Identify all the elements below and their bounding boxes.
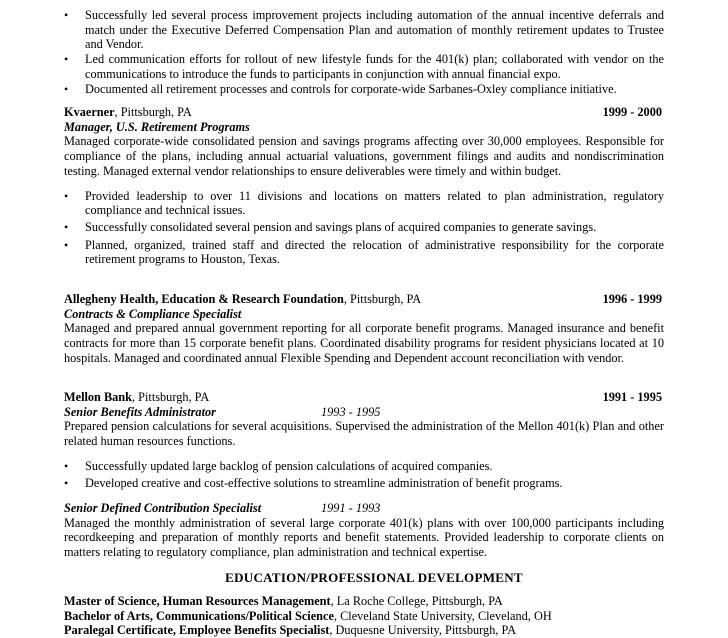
bullet-item: • Led communication efforts for rollout of new lifestyle funds for the 401(k) plan; collaborated with vendor on the communications to introduce the funds to participants in conjunction with annual financial expo. — [64, 52, 664, 81]
bullet-item: • Developed creative and cost-effective solutions to streamline administration of benefit programs. — [64, 476, 664, 491]
degree: Paralegal Certificate, Employee Benefits Specialist — [64, 623, 330, 638]
company-location: , Pittsburgh, PA — [114, 105, 192, 119]
previous-job-bullets — [64, 8, 664, 96]
company-name: Mellon Bank — [64, 390, 132, 404]
bullet-item: • Planned, organized, trained staff and directed the relocation of administrative responsibility for the corporate retirement programs to Houston, Texas. — [64, 238, 664, 267]
section-heading-education: EDUCATION/PROFESSIONAL DEVELOPMENT — [225, 570, 523, 585]
role-title: Senior Defined Contribution Specialist — [64, 501, 262, 515]
school: , La Roche College, Pittsburgh, PA — [330, 594, 503, 608]
role-header — [64, 405, 664, 420]
job-allegheny — [64, 292, 664, 366]
bullet-item: • Successfully led several process improvement projects including automation of the annual incentive deferrals and match under the Executive Deferred Compensation Plan and automation of monthly retirement updates to Trustee and Vendor. — [64, 8, 664, 52]
job-dates: 1996 - 1999 — [602, 292, 662, 306]
role-description: Managed the monthly administration of several large corporate 401(k) plans with over 100,000 participants including recordkeeping and preparation of monthly reports and benefit statements. Provided leadership to corporate clients on matters relating to regulatory compliance, plan administration and technical expertise. — [64, 515, 664, 560]
job-dates: 1991 - 1995 — [602, 390, 662, 404]
job-dates: 1999 - 2000 — [602, 105, 662, 119]
bullet-item: • Documented all retirement processes and controls for corporate-wide Sarbanes-Oxley compliance initiative. — [64, 82, 664, 97]
role-description: Prepared pension calculations for several acquisitions. Supervised the administration of the Mellon 401(k) Plan and other related human resources functions. — [64, 419, 664, 449]
job-title: Manager, U.S. Retirement Programs — [64, 119, 250, 134]
company-location: , Pittsburgh, PA — [343, 292, 422, 306]
education-item — [64, 609, 664, 624]
role-dates: 1991 - 1993 — [321, 501, 381, 515]
role-title: Senior Benefits Administrator — [64, 404, 216, 419]
education-list — [64, 594, 664, 638]
school: , Cleveland State University, Cleveland, OH — [333, 608, 552, 623]
bullet-item: • Successfully updated large backlog of pension calculations of acquired companies. — [64, 459, 664, 474]
degree: Bachelor of Arts, Communications/Political Science — [64, 608, 334, 623]
education-item — [64, 623, 664, 638]
job-header — [64, 105, 664, 120]
role-header — [64, 501, 664, 516]
job-description: Managed and prepared annual government reporting for all corporate benefit programs. Managed insurance and benefit contracts for more than 15 corporate benefit plans. Coordinated disability programs for resident physicians located at 10 hospitals. Managed and coordinated annual Flexible Spending and Dependent account reconciliation with vendor. — [64, 321, 664, 365]
company-name: Allegheny Health, Education & Research Foundation — [64, 292, 344, 306]
company-location: , Pittsburgh, PA — [132, 390, 210, 404]
role-dates: 1993 - 1995 — [321, 404, 381, 419]
bullet-item: • Successfully consolidated several pension and savings plans of acquired companies to generate savings. — [64, 220, 664, 235]
job-description: Managed corporate-wide consolidated pension and savings programs affecting over 30,000 employees. Responsible for compliance of the plans, including annual actuarial valuations, government filings and audits and nondiscrimination testing. Managed external vendor relationships to ensure deliverables were timely and within budget. — [64, 134, 664, 178]
bullet-item: • Provided leadership to over 11 divisions and locations on matters related to plan administration, regulatory compliance and technical issues. — [64, 189, 664, 218]
job-header — [64, 390, 664, 405]
company-name: Kvaerner — [64, 105, 115, 119]
degree: Master of Science, Human Resources Management — [64, 594, 331, 608]
education-item — [64, 594, 664, 609]
job-title: Contracts & Compliance Specialist — [64, 306, 242, 321]
school: , Duquesne University, Pittsburgh, PA — [329, 623, 517, 638]
job-header — [64, 292, 664, 307]
job-kvaerner — [64, 105, 664, 267]
role-mellon-dc — [64, 501, 664, 560]
job-mellon — [64, 390, 664, 490]
